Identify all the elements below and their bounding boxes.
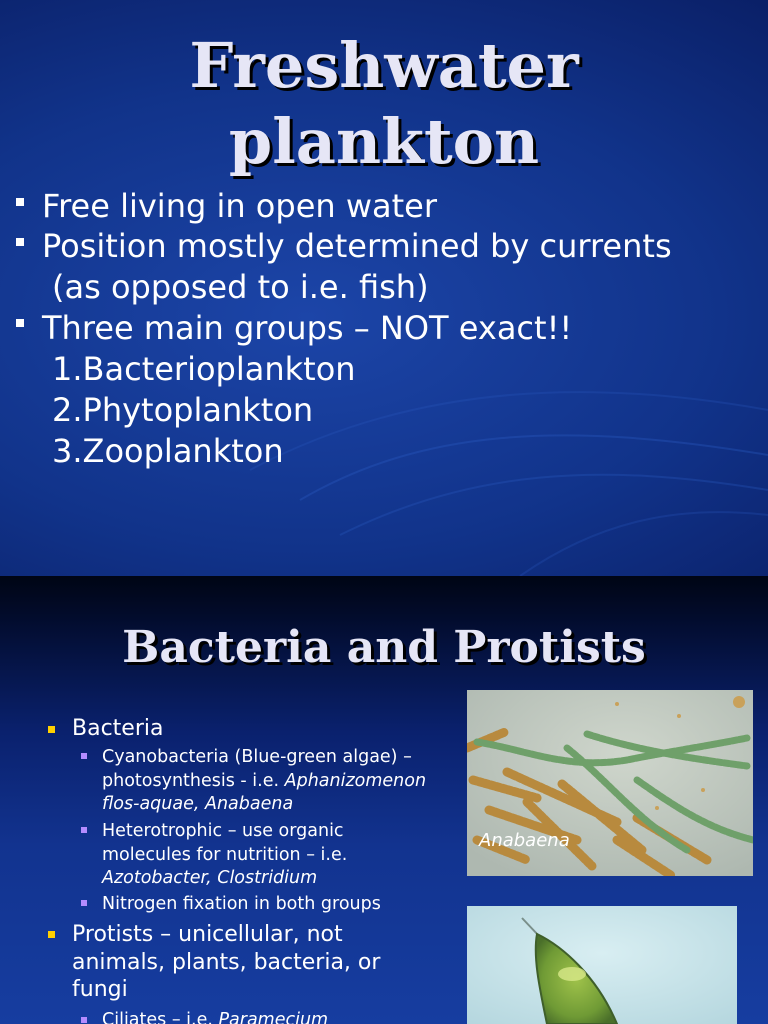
slide-bacteria-and-protists <box>0 576 768 1024</box>
square-bullet-icon <box>48 726 55 733</box>
species-name: Aphanizomenon <box>284 771 427 791</box>
anabaena-micrograph <box>467 690 753 876</box>
numbered-item: 2.Phytoplankton <box>52 391 314 429</box>
square-bullet-icon <box>16 319 24 327</box>
ciliates-label: Ciliates – i.e. <box>102 1010 219 1024</box>
species-name: Paramecium <box>218 1010 329 1024</box>
title-line-1: Freshwater <box>189 29 579 102</box>
species-name: Azotobacter, Clostridium <box>102 868 318 888</box>
protist-micrograph <box>467 906 737 1024</box>
numbered-item: 1.Bacterioplankton <box>52 350 356 388</box>
cyanobacteria-text: photosynthesis - i.e. <box>102 771 285 791</box>
sub-bullet-icon <box>81 753 87 759</box>
heterotrophic-line-1: Heterotrophic – use organic <box>102 821 344 841</box>
numbered-item: 3.Zooplankton <box>52 432 284 470</box>
bullet-text: Free living in open water <box>42 187 437 225</box>
square-bullet-icon <box>16 238 24 246</box>
cyanobacteria-line-1: Cyanobacteria (Blue-green algae) – <box>102 747 412 767</box>
slide-title: Bacteria and Protists <box>122 622 646 673</box>
sub-bullet-icon <box>81 827 87 833</box>
square-bullet-icon <box>48 931 55 938</box>
ciliates-text <box>102 1008 328 1024</box>
sub-bullet-icon <box>81 1017 87 1023</box>
nitrogen-fixation-text: Nitrogen fixation in both groups <box>102 894 381 914</box>
micrograph-image <box>467 906 737 1024</box>
bullet-text-continuation: (as opposed to i.e. fish) <box>52 268 429 306</box>
bullet-protists-line-3: fungi <box>72 977 128 1002</box>
square-bullet-icon <box>16 198 24 206</box>
bullet-protists-line-1: Protists – unicellular, not <box>72 922 343 947</box>
bullet-text: Position mostly determined by currents <box>42 227 672 265</box>
cyanobacteria-line-2 <box>102 769 426 793</box>
species-name: flos-aquae, Anabaena <box>102 794 294 814</box>
bullet-protists-line-2: animals, plants, bacteria, or <box>72 950 381 975</box>
title-line-2: plankton <box>228 105 540 178</box>
photo-caption: Anabaena <box>479 830 570 851</box>
bullet-text: Three main groups – NOT exact!! <box>42 309 573 347</box>
heterotrophic-line-2: molecules for nutrition – i.e. <box>102 845 348 865</box>
slide-title <box>0 28 768 180</box>
bullet-bacteria: Bacteria <box>72 716 164 741</box>
sub-bullet-icon <box>81 900 87 906</box>
heterotrophic-line-3 <box>102 866 317 890</box>
cyanobacteria-line-3 <box>102 792 293 816</box>
